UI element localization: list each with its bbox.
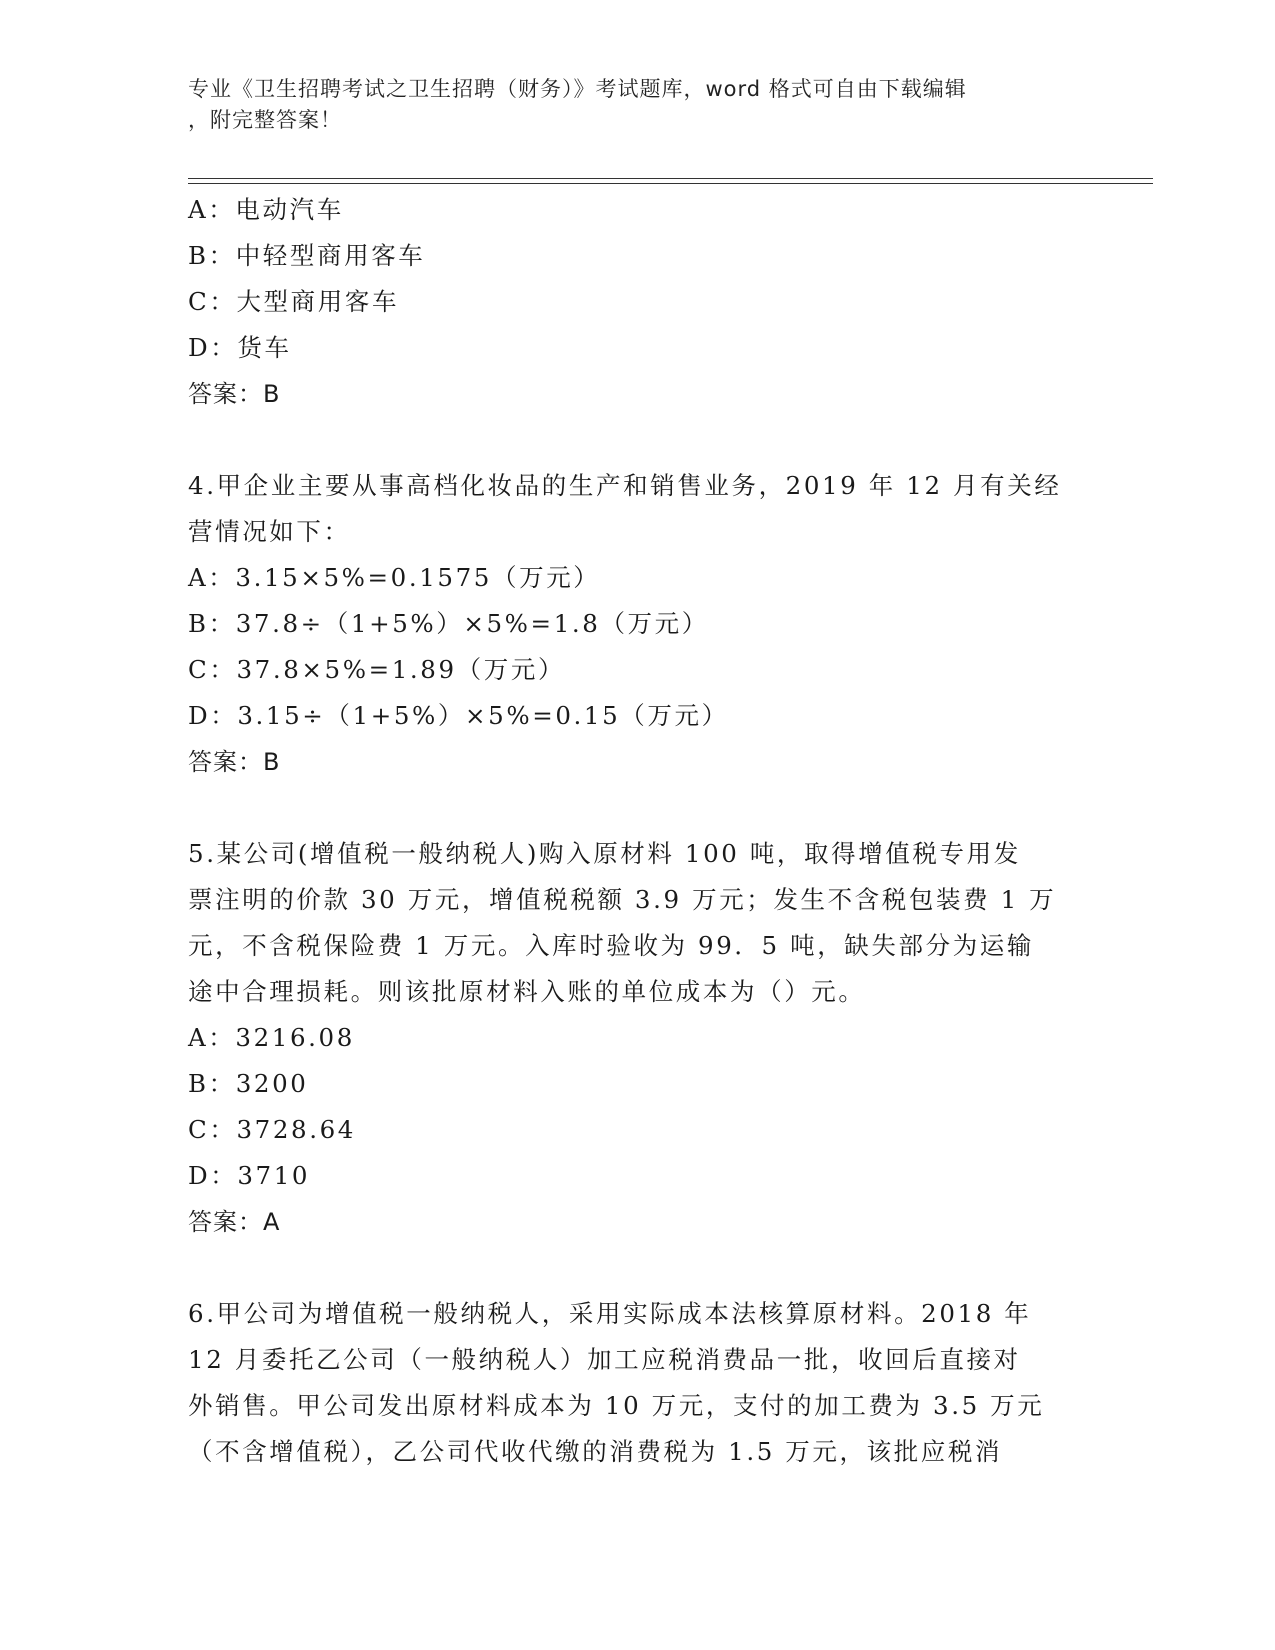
question-4-stem-line: 4.甲企业主要从事高档化妆品的生产和销售业务，2019 年 12 月有关经 [188,471,1062,500]
question-5-stem [188,831,1088,1015]
question-5-stem-line: 票注明的价款 30 万元，增值税税额 3.9 万元；发生不含税包装费 1 万 [188,885,1057,914]
question-spacer [188,785,1088,831]
question-3-options [188,187,1088,371]
question-3-option-a: A：电动汽车 [188,195,344,224]
document-header [188,74,1088,136]
header-line-1: 专业《卫生招聘考试之卫生招聘（财务）》考试题库，word 格式可自由下载编辑 [188,77,967,101]
question-4-stem-line: 营情况如下： [188,517,351,546]
question-4-options [188,555,1088,739]
question-4-option-a: A：3.15×5%=0.1575（万元） [188,563,601,592]
header-line-2: ，附完整答案！ [188,108,342,132]
question-6-stem-line: （不含增值税），乙公司代收代缴的消费税为 1.5 万元，该批应税消 [188,1437,1003,1466]
question-5-option-d: D：3710 [188,1161,311,1190]
question-3-answer: 答案：B [188,380,281,408]
question-4-option-d: D：3.15÷（1+5%）×5%=0.15（万元） [188,701,729,730]
question-6-stem-line: 12 月委托乙公司（一般纳税人）加工应税消费品一批，收回后直接对 [188,1345,1021,1374]
question-6-stem-line: 外销售。甲公司发出原材料成本为 10 万元，支付的加工费为 3.5 万元 [188,1391,1045,1420]
question-5-option-b: B：3200 [188,1069,309,1098]
question-3-option-c: C：大型商用客车 [188,287,400,316]
question-5-option-a: A：3216.08 [188,1023,355,1052]
question-4-answer: 答案：B [188,748,281,776]
question-3-option-d: D：货车 [188,333,292,362]
question-4-option-b: B：37.8÷（1+5%）×5%=1.8（万元） [188,609,709,638]
question-6-stem-line: 6.甲公司为增值税一般纳税人，采用实际成本法核算原材料。2018 年 [188,1299,1032,1328]
question-content [188,187,1088,1475]
question-4-stem [188,463,1088,555]
header-divider-bottom [188,183,1153,184]
question-spacer [188,417,1088,463]
question-5-option-c: C：3728.64 [188,1115,356,1144]
question-5-stem-line: 途中合理损耗。则该批原材料入账的单位成本为（）元。 [188,977,866,1006]
question-6-stem [188,1291,1088,1475]
question-5-options [188,1015,1088,1199]
question-5-stem-line: 元，不含税保险费 1 万元。入库时验收为 99．5 吨，缺失部分为运输 [188,931,1034,960]
question-spacer [188,1245,1088,1291]
question-3-option-b: B：中轻型商用客车 [188,241,426,270]
question-5-answer: 答案：A [188,1208,281,1236]
question-4-option-c: C：37.8×5%=1.89（万元） [188,655,566,684]
header-divider-top [188,178,1153,179]
question-5-stem-line: 5.某公司(增值税一般纳税人)购入原材料 100 吨，取得增值税专用发 [188,839,1021,868]
